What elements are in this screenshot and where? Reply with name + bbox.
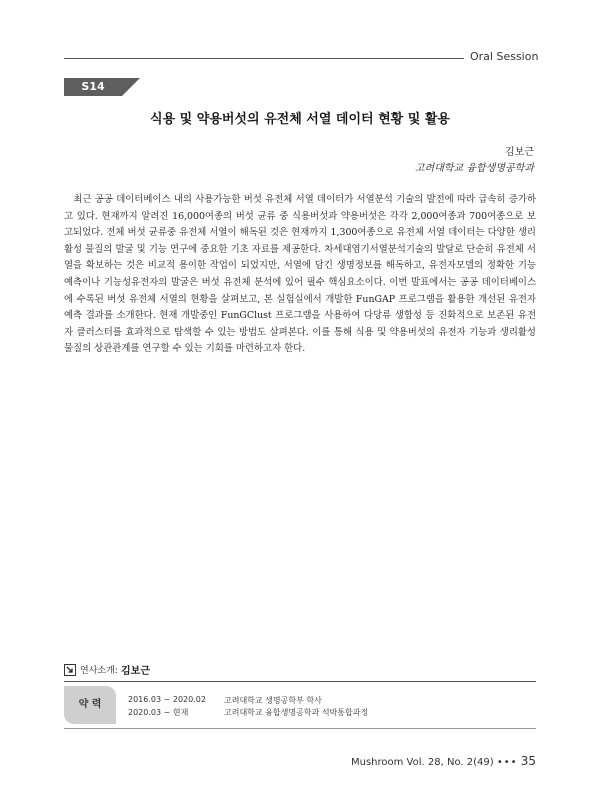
header-rule bbox=[64, 58, 464, 59]
page-number: 35 bbox=[520, 754, 536, 768]
speaker-name: 김보근 bbox=[121, 666, 150, 677]
speaker-intro-label: 연사소개: bbox=[80, 666, 118, 676]
session-tag-tail bbox=[122, 78, 140, 96]
article-title: 식용 및 약용버섯의 유전체 서열 데이터 현황 및 활용 bbox=[150, 112, 450, 127]
career-badge: 약 력 bbox=[64, 686, 116, 724]
journal-citation: Mushroom Vol. 28, No. 2(49) bbox=[351, 757, 494, 768]
career-period: 2016.03 ~ 2020.02 bbox=[128, 695, 206, 704]
speaker-profile-box bbox=[64, 681, 536, 729]
session-tag: S14 bbox=[64, 78, 122, 96]
abstract-text: 최근 공공 데이터베이스 내의 사용가능한 버섯 유전체 서열 데이터가 서열분석 기술의 발전에 따라 급속히 증가하고 있다. 현재까지 알려진 16,000여종의 버섯 균류 중 식용버섯과 약용버섯은 각각 2,000여종과 700여종으로 보고되었다. 전체 버섯 균류중 유전체 서열이 해독된 것은 현재까지 1,300여종으로 유전체 서열 데이터는 다양한 생리활성 물질의 발굴 및 기능 연구에 중요한 기초 자료를 제공한다. 차세대염기서열분석기술의 발달로 단순히 유전체 서열을 확보하는 것은 비교적 용이한 작업이 되었지만, 서열에 담긴 생명정보를 해독하고, 유전자모델의 정확한 기능 예측이나 기능성유전자의 발굴은 버섯 유전체 분석에 있어 필수 핵심요소이다. 이번 발표에서는 공공 데이터베이스에 수록된 버섯 유전체 서열의 현황을 살펴보고, 본 실험실에서 개발한 FunGAP 프로그램을 활용한 개선된 유전자 예측 결과를 소개한다. 현재 개발중인 FunGClust 프로그램을 사용하여 다당류 생합성 등 진화적으로 보존된 유전자 클러스터를 효과적으로 탐색할 수 있는 방법도 살펴본다. 이를 통해 식용 및 약용버섯의 유전자 기능과 생리활성 물질의 상관관계를 연구할 수 있는 기회를 마련하고자 한다. bbox=[64, 194, 536, 355]
career-description: 고려대학교 생명공학부 학사 bbox=[224, 696, 322, 705]
section-label: Oral Session bbox=[470, 50, 539, 63]
career-description: 고려대학교 융합생명공학과 석박통합과정 bbox=[224, 708, 369, 717]
footer-dots: ••• bbox=[496, 757, 518, 768]
career-period: 2020.03 ~ 현재 bbox=[128, 708, 189, 717]
page-footer bbox=[351, 754, 536, 768]
corner-arrow-icon bbox=[64, 664, 76, 676]
author-affiliation: 고려대학교 융합생명공학과 bbox=[414, 163, 534, 174]
author-name: 김보근 bbox=[505, 147, 534, 158]
